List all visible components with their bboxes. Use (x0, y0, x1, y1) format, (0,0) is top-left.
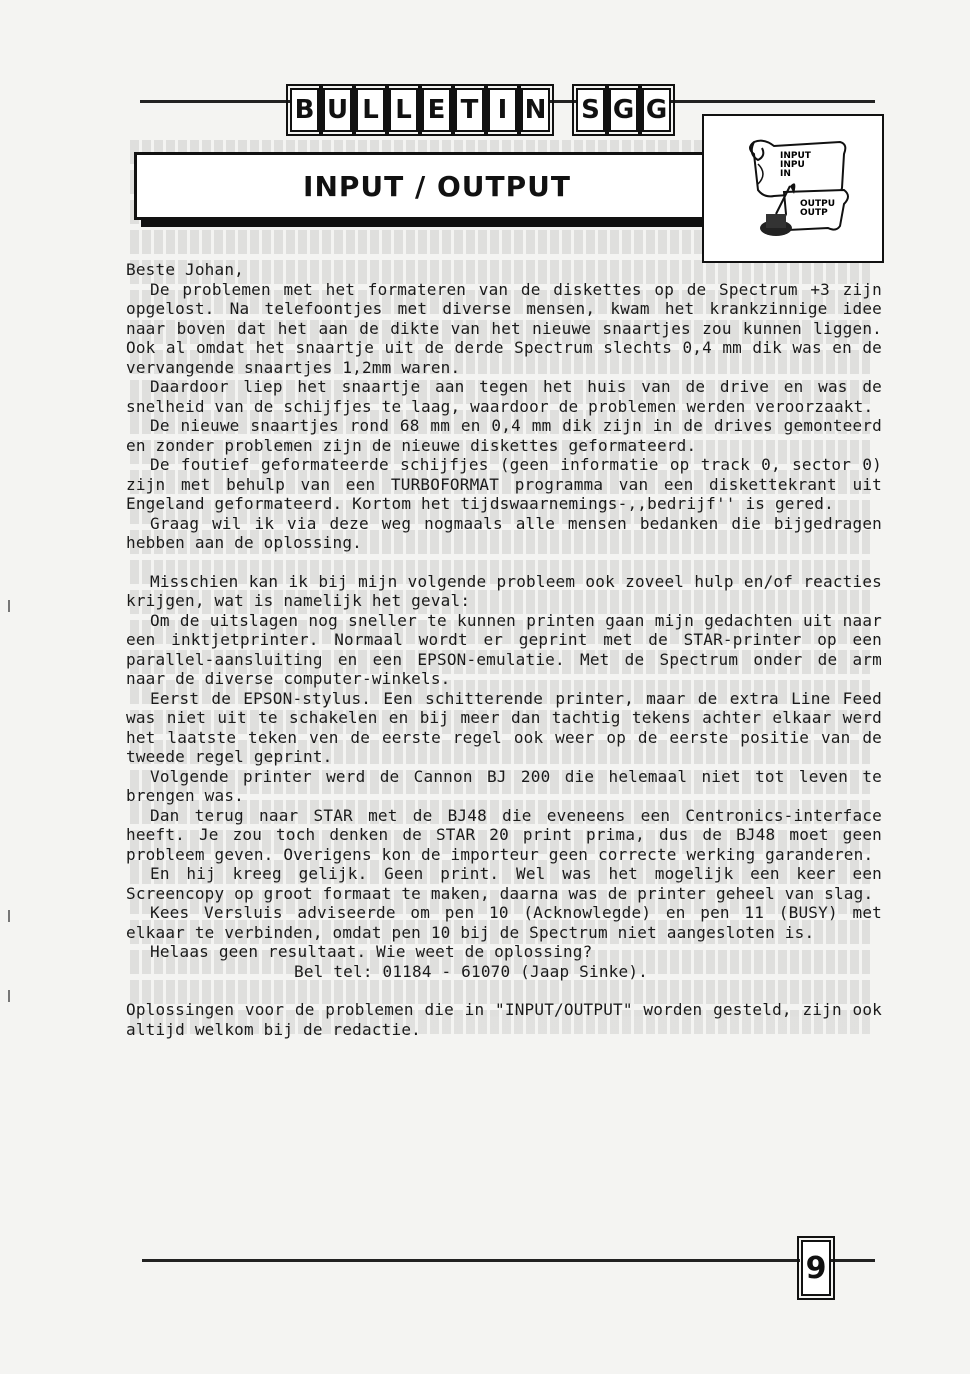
paragraph: De nieuwe snaartjes rond 68 mm en 0,4 mm dik zijn in de drives gemonteerd en zonder problemen zijn de nieuwe diskettes geformateerd. (126, 416, 882, 455)
masthead-letter: I (488, 88, 517, 132)
paragraph: Kees Versluis adviseerde om pen 10 (Acknowlegde) en pen 11 (BUSY) met elkaar te verbinden, omdat pen 10 bij de Spectrum niet aangesloten is. (126, 903, 882, 942)
footer-rule (830, 1259, 875, 1262)
closing-paragraph: Oplossingen voor de problemen die in "INPUT/OUTPUT" worden gesteld, zijn ook altijd welkom bij de redactie. (126, 1000, 882, 1039)
paragraph: Misschien kan ik bij mijn volgende probleem ook zoveel hulp en/of reacties krijgen, wat is namelijk het geval: (126, 571, 882, 610)
paragraph: Helaas geen resultaat. Wie weet de oplossing? (150, 942, 593, 961)
margin-mark (8, 910, 10, 922)
paragraph: Om de uitslagen nog sneller te kunnen printen gaan mijn gedachten uit naar een inktjetprinter. Normaal wordt er geprint met de STAR-printer op een parallel-aansluiting en een EPSON-emulatie. Met de Spectrum onder de arm naar de diverse computer-winkels. (126, 610, 882, 688)
paragraph: Dan terug naar STAR met de BJ48 die eveneens een Centronics-interface heeft. Je zou toch denken de STAR 20 print prima, dus de BJ48 moet geen probleem geven. Overigens kon de importeur geen correcte werking garanderen. (126, 805, 882, 864)
masthead-bulletin-sgg (290, 88, 671, 132)
masthead-letter: B (290, 88, 319, 132)
masthead-letter: G (642, 88, 671, 132)
masthead-letter: E (422, 88, 451, 132)
masthead-letter: L (356, 88, 385, 132)
section-title: INPUT / OUTPUT (303, 169, 571, 203)
paragraph: En hij kreeg gelijk. Geen print. Wel was het mogelijk een keer een Screencopy op groot formaat te maken, daarna was de printer geheel van slag. (126, 864, 882, 903)
masthead-letter: G (609, 88, 638, 132)
margin-mark (8, 600, 10, 612)
paragraph: Volgende printer werd de Cannon BJ 200 die helemaal niet tot leven te brengen was. (126, 766, 882, 805)
masthead-letter: N (521, 88, 550, 132)
paragraph: Graag wil ik via deze weg nogmaals alle mensen bedanken die bijgedragen hebben aan de oplossing. (126, 513, 882, 552)
footer-rule (142, 1259, 800, 1262)
logo-text: OUTPU (800, 199, 836, 209)
logo-text: INPUT (780, 151, 811, 161)
letter-body (126, 260, 882, 1039)
margin-mark (8, 990, 10, 1002)
masthead-letter: S (576, 88, 605, 132)
paragraph: Daardoor liep het snaartje aan tegen het huis van de drive en was de snelheid van de schijfjes te laag, waardoor de problemen werden veroorzaakt. (126, 377, 882, 416)
page-number: 9 (801, 1240, 831, 1296)
logo-text: IN (780, 169, 791, 179)
paragraph: De foutief geformateerde schijfjes (geen informatie op track 0, sector 0) zijn met behulp van een TURBOFORMAT programma van een diskettekrant uit Engeland geformateerd. Kortom het tijdswaarnemings-,,bedrijf'' is gered. (126, 455, 882, 513)
logo-text: INPU (780, 160, 805, 170)
input-output-logo-box (702, 114, 884, 263)
paragraph: De problemen met het formateren van de diskettes op de Spectrum +3 zijn opgelost. Na telefoontjes met diverse mensen, kwam het krankzinnige idee naar boven dat het aan de dikte van het nieuwe snaartjes zou kunnen liggen. Ook al omdat het snaartje uit de derde Spectrum slechts 0,4 mm dik was en de vervangende snaartjes 1,2mm waren. (126, 279, 882, 377)
masthead-letter: U (323, 88, 352, 132)
contact-line: Bel tel: 01184 - 61070 (Jaap Sinke). (294, 961, 648, 981)
paragraph: Eerst de EPSON-stylus. Een schitterende printer, maar de extra Line Feed was niet uit te schakelen en bij meer dan tachtig tekens achter elkaar werd het laatste teken ven de eerste regel ook weer op de eerste positie van de tweede regel geprint. (126, 688, 882, 766)
masthead-letter: L (389, 88, 418, 132)
masthead-letter: T (455, 88, 484, 132)
letter-greeting: Beste Johan, (126, 260, 244, 279)
scroll-inkwell-icon (744, 134, 854, 246)
section-title-box (134, 152, 740, 220)
logo-text: OUTP (800, 208, 828, 218)
